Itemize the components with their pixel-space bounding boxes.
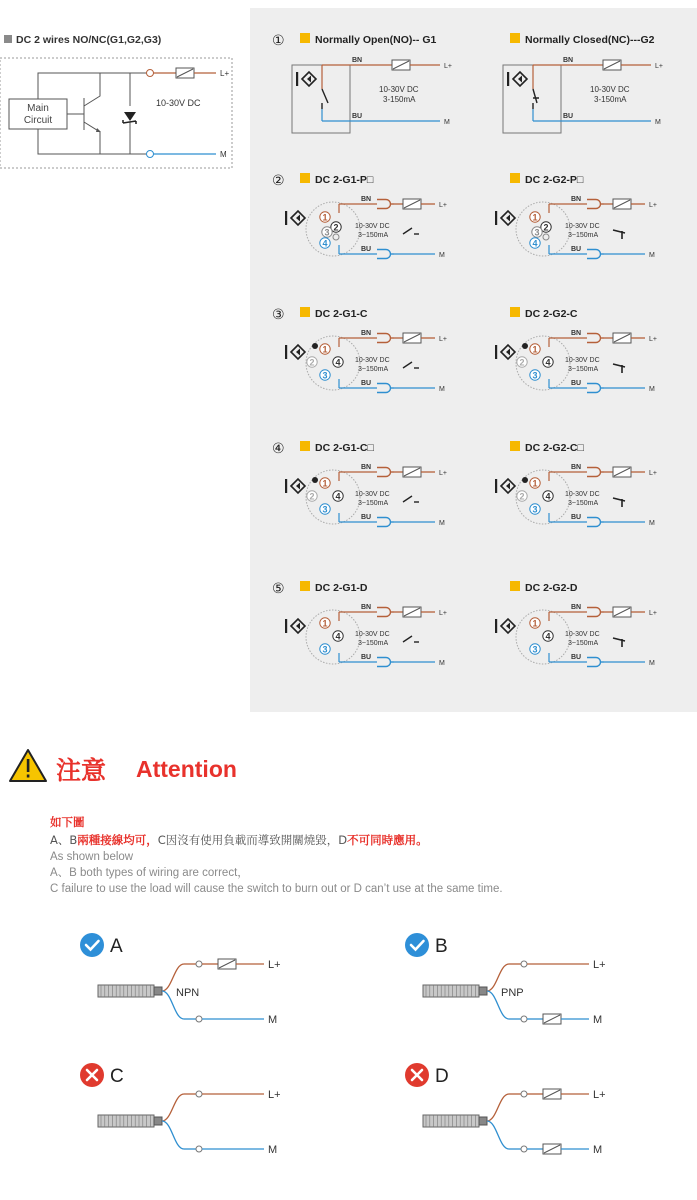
pin-number: [543, 357, 553, 368]
wiring-examples: [80, 933, 606, 1156]
sensor-plate: [285, 479, 287, 493]
pin-number: [333, 357, 343, 368]
zener-diode-icon: [124, 112, 136, 121]
load-resistor-icon: [403, 467, 421, 477]
m-label: M: [649, 386, 655, 393]
current-label: 3~150mA: [568, 232, 599, 239]
probe-cap: [154, 1117, 162, 1125]
l-plus-label: L+: [439, 336, 447, 343]
pin-number: [320, 238, 330, 249]
left-variant-title: DC 2-G1-D: [315, 582, 368, 594]
voltage-label: 10-30V DC: [565, 491, 600, 498]
load-resistor-icon: [392, 60, 410, 70]
probe-cap: [479, 1117, 487, 1125]
sensor-probe-icon: [423, 985, 487, 997]
pin-number: [517, 357, 527, 368]
bullet-square-icon: [4, 35, 12, 43]
bu-label: BU: [361, 380, 372, 387]
pin-label: 4: [335, 491, 341, 502]
left-variant-title: DC 2-G1-C□: [315, 442, 374, 454]
pin-number: [333, 491, 343, 502]
m-label: M: [444, 119, 450, 126]
bu-label: BU: [571, 380, 582, 387]
example-letter: A: [110, 936, 123, 957]
pin-label: 1: [532, 618, 538, 629]
load-resistor-icon: [403, 333, 421, 343]
right-variant-title: DC 2-G2-P□: [525, 174, 584, 186]
bullet-square-icon: [510, 581, 520, 591]
terminal-circle-icon: [196, 961, 202, 967]
voltage-label: 10-30V DC: [590, 85, 630, 94]
example-l-plus: L+: [268, 1089, 281, 1101]
m-label: M: [649, 252, 655, 259]
current-label: 3~150mA: [568, 366, 599, 373]
attention-en-line3: C failure to use the load will cause the switch to burn out or D can’t use at the same time.: [50, 883, 503, 895]
probe-body: [423, 1115, 479, 1127]
attention-cn-line2: A、B兩種接線均可，C因沒有使用負載而導致開關燒毀，D不可同時應用。: [50, 833, 428, 847]
m-label: M: [655, 119, 661, 126]
pin-label: 3: [322, 644, 328, 655]
cross-circle-icon: [405, 1063, 429, 1087]
current-label: 3~150mA: [358, 640, 389, 647]
warning-triangle-icon: [10, 750, 46, 781]
pin-label: 2: [309, 357, 315, 368]
pin-label: 1: [532, 212, 538, 223]
check-circle: [80, 933, 104, 957]
pin-number: [320, 644, 330, 655]
load-resistor-icon: [543, 1014, 561, 1024]
pin-label: 3: [322, 370, 328, 381]
pin-label: 3: [324, 227, 330, 238]
current-label: 3-150mA: [383, 95, 416, 104]
m-label: M: [439, 252, 445, 259]
left-variant-title: DC 2-G1-P□: [315, 174, 374, 186]
bn-label: BN: [571, 604, 582, 611]
example-c: [80, 1063, 281, 1156]
pin-number: [320, 618, 330, 629]
attention-cn-line1: 如下圖: [50, 815, 85, 829]
pin-number: [530, 370, 540, 381]
key-dot: [522, 477, 528, 483]
pin-label: 1: [322, 478, 328, 489]
pin-number: [530, 618, 540, 629]
left-variant-title: DC 2-G1-C: [315, 308, 368, 320]
load-resistor-icon: [403, 199, 421, 209]
check-circle-icon: [80, 933, 104, 957]
pin-number: [320, 504, 330, 515]
voltage-label: 10-30V DC: [565, 223, 600, 230]
l-plus-label: L+: [439, 202, 447, 209]
example-m: M: [593, 1144, 603, 1156]
terminal-circle-icon: [196, 1146, 202, 1152]
bn-label: BN: [352, 57, 363, 64]
example-m: M: [268, 1014, 278, 1026]
pin-number: [320, 478, 330, 489]
attention-en-line2: A、B both types of wiring are correct，: [50, 867, 249, 879]
terminal-circle-icon: [521, 961, 527, 967]
bu-label: BU: [563, 113, 574, 120]
example-m: M: [268, 1144, 278, 1156]
section-number: ⑤: [272, 581, 285, 597]
right-variant-title: Normally Closed(NC)---G2: [525, 34, 655, 46]
sensor-plate: [495, 619, 497, 633]
pin-number: [530, 344, 540, 355]
terminal-circle-icon: [521, 1146, 527, 1152]
pin-number: [333, 631, 343, 642]
check-circle: [405, 933, 429, 957]
pin-number: [307, 357, 317, 368]
example-d: [405, 1063, 606, 1156]
load-resistor-icon: [613, 467, 631, 477]
current-label: 3~150mA: [568, 640, 599, 647]
bu-label: BU: [361, 514, 372, 521]
key-dot: [522, 343, 528, 349]
voltage-label: 10-30V DC: [565, 357, 600, 364]
attention-en-line1: As shown below: [50, 851, 134, 863]
l-plus-label: L+: [655, 63, 663, 70]
check-circle-icon: [405, 933, 429, 957]
bullet-square-icon: [510, 307, 520, 317]
example-l-plus: L+: [593, 1089, 606, 1101]
key-dot: [312, 477, 318, 483]
pin-label: 1: [532, 478, 538, 489]
sensor-probe-icon: [98, 1115, 162, 1127]
sensor-plate: [285, 211, 287, 225]
bn-label: BN: [361, 196, 372, 203]
sensor-probe-icon: [98, 985, 162, 997]
section-number: ③: [272, 307, 285, 323]
cross-circle-icon: [80, 1063, 104, 1087]
probe-body: [98, 985, 154, 997]
m-label: M: [439, 520, 445, 527]
bn-label: BN: [361, 330, 372, 337]
terminal-circle-icon: [521, 1091, 527, 1097]
l-plus-label: L+: [649, 202, 657, 209]
example-l-plus: L+: [268, 959, 281, 971]
pin-number: [530, 212, 540, 223]
bullet-square-icon: [300, 441, 310, 451]
pin-label: 3: [322, 504, 328, 515]
pin-label: 1: [322, 618, 328, 629]
bu-label: BU: [571, 246, 582, 253]
terminal-circle-icon: [147, 151, 154, 158]
sensor-plate: [507, 72, 509, 86]
pin-label: 4: [322, 238, 328, 249]
pin-number: [322, 227, 332, 238]
probe-cap: [479, 987, 487, 995]
sensor-plate: [285, 345, 287, 359]
m-label: M: [439, 660, 445, 667]
example-type-label: NPN: [176, 987, 200, 999]
wire-brown: [487, 1094, 509, 1121]
m-label: M: [439, 386, 445, 393]
bu-label: BU: [361, 246, 372, 253]
left-voltage: 10-30V DC: [156, 98, 201, 108]
pin-label: 4: [545, 631, 551, 642]
example-type-label: PNP: [501, 987, 524, 999]
bullet-square-icon: [510, 441, 520, 451]
left-panel: [0, 34, 232, 168]
pin-number: [543, 491, 553, 502]
left-variant-title: Normally Open(NO)-- G1: [315, 34, 437, 46]
l-plus-label: L+: [439, 470, 447, 477]
l-plus-label: L+: [649, 336, 657, 343]
section-number: ④: [272, 441, 285, 457]
example-b: [405, 933, 606, 1026]
current-label: 3~150mA: [358, 232, 389, 239]
current-label: 3~150mA: [568, 500, 599, 507]
pin-label: 4: [545, 357, 551, 368]
current-label: 3~150mA: [358, 500, 389, 507]
right-variant-title: DC 2-G2-C: [525, 308, 578, 320]
bn-label: BN: [361, 464, 372, 471]
example-a: [80, 933, 281, 1026]
terminal-circle-icon: [147, 70, 154, 77]
wire-brown: [162, 1094, 184, 1121]
bn-label: BN: [571, 330, 582, 337]
voltage-label: 10-30V DC: [565, 631, 600, 638]
pin-label: 3: [532, 644, 538, 655]
section-number: ①: [272, 33, 285, 49]
sensor-plate: [495, 211, 497, 225]
pin-label: 1: [322, 344, 328, 355]
pin-label: 1: [322, 212, 328, 223]
attention-cn-title: 注意: [56, 756, 107, 785]
bn-label: BN: [571, 196, 582, 203]
bullet-square-icon: [300, 581, 310, 591]
l-plus-label: L+: [444, 63, 452, 70]
key-dot: [312, 343, 318, 349]
example-l-plus: L+: [593, 959, 606, 971]
current-label: 3-150mA: [594, 95, 627, 104]
probe-body: [423, 985, 479, 997]
attention-section: [10, 750, 503, 895]
bu-label: BU: [361, 654, 372, 661]
sensor-plate: [296, 72, 298, 86]
right-variant-title: DC 2-G2-D: [525, 582, 578, 594]
pin-number: [530, 478, 540, 489]
probe-body: [98, 1115, 154, 1127]
example-m: M: [593, 1014, 603, 1026]
pin-label: 2: [519, 491, 525, 502]
right-variant-title: DC 2-G2-C□: [525, 442, 584, 454]
m-label: M: [649, 660, 655, 667]
bu-label: BU: [571, 654, 582, 661]
bu-label: BU: [571, 514, 582, 521]
sensor-plate: [495, 479, 497, 493]
main-circuit-label-2: Circuit: [23, 115, 53, 126]
load-resistor-icon: [603, 60, 621, 70]
pin-number: [532, 227, 542, 238]
voltage-label: 10-30V DC: [355, 223, 390, 230]
terminal-circle-icon: [521, 1016, 527, 1022]
wire-blue: [487, 1121, 509, 1149]
pin-label: 3: [534, 227, 540, 238]
pin-number: [530, 504, 540, 515]
probe-cap: [154, 987, 162, 995]
bn-label: BN: [563, 57, 574, 64]
pin-number: [530, 238, 540, 249]
left-m: M: [220, 150, 227, 159]
sensor-plate: [495, 345, 497, 359]
section-number: ②: [272, 173, 285, 189]
bullet-square-icon: [300, 173, 310, 183]
l-plus-label: L+: [649, 470, 657, 477]
load-resistor-icon: [218, 959, 236, 969]
pin-label: 4: [532, 238, 538, 249]
pin-label: 2: [543, 222, 549, 233]
left-panel-title: DC 2 wires NO/NC(G1,G2,G3): [16, 34, 162, 46]
l-plus-label: L+: [649, 610, 657, 617]
pin-label: 2: [333, 222, 339, 233]
bu-label: BU: [352, 113, 363, 120]
bullet-square-icon: [300, 33, 310, 43]
left-l-plus: L+: [220, 69, 230, 78]
pin-label: 3: [532, 370, 538, 381]
pin-number: [320, 370, 330, 381]
pin-number: [530, 644, 540, 655]
load-resistor-icon: [543, 1089, 561, 1099]
voltage-label: 10-30V DC: [355, 357, 390, 364]
pin-number: [320, 212, 330, 223]
pin-label: 2: [519, 357, 525, 368]
attention-en-title: Attention: [136, 756, 237, 782]
l-plus-label: L+: [439, 610, 447, 617]
terminal-circle-icon: [196, 1091, 202, 1097]
bullet-square-icon: [510, 173, 520, 183]
pin-label: 3: [532, 504, 538, 515]
main-circuit-label-1: Main: [27, 103, 49, 114]
load-resistor-icon: [613, 199, 631, 209]
pin-number: [543, 631, 553, 642]
load-resistor-icon: [403, 607, 421, 617]
terminal-circle-icon: [196, 1016, 202, 1022]
transistor-arrow-icon: [96, 128, 101, 132]
load-resistor-icon: [543, 1144, 561, 1154]
voltage-label: 10-30V DC: [355, 631, 390, 638]
example-letter: C: [110, 1066, 124, 1087]
sensor-plate: [285, 619, 287, 633]
wire-blue: [162, 1121, 184, 1149]
pin-number: [307, 491, 317, 502]
load-resistor-icon: [613, 333, 631, 343]
pin-label: 4: [545, 491, 551, 502]
bullet-square-icon: [510, 33, 520, 43]
bullet-square-icon: [300, 307, 310, 317]
pin-label: 4: [335, 631, 341, 642]
voltage-label: 10-30V DC: [379, 85, 419, 94]
example-letter: B: [435, 936, 448, 957]
example-letter: D: [435, 1066, 449, 1087]
load-resistor-icon: [613, 607, 631, 617]
pin-label: 2: [309, 491, 315, 502]
current-label: 3~150mA: [358, 366, 389, 373]
voltage-label: 10-30V DC: [355, 491, 390, 498]
pin-number: [320, 344, 330, 355]
sensor-probe-icon: [423, 1115, 487, 1127]
pin-number: [517, 491, 527, 502]
m-label: M: [649, 520, 655, 527]
pin-label: 1: [532, 344, 538, 355]
bn-label: BN: [361, 604, 372, 611]
bn-label: BN: [571, 464, 582, 471]
pin-label: 4: [335, 357, 341, 368]
